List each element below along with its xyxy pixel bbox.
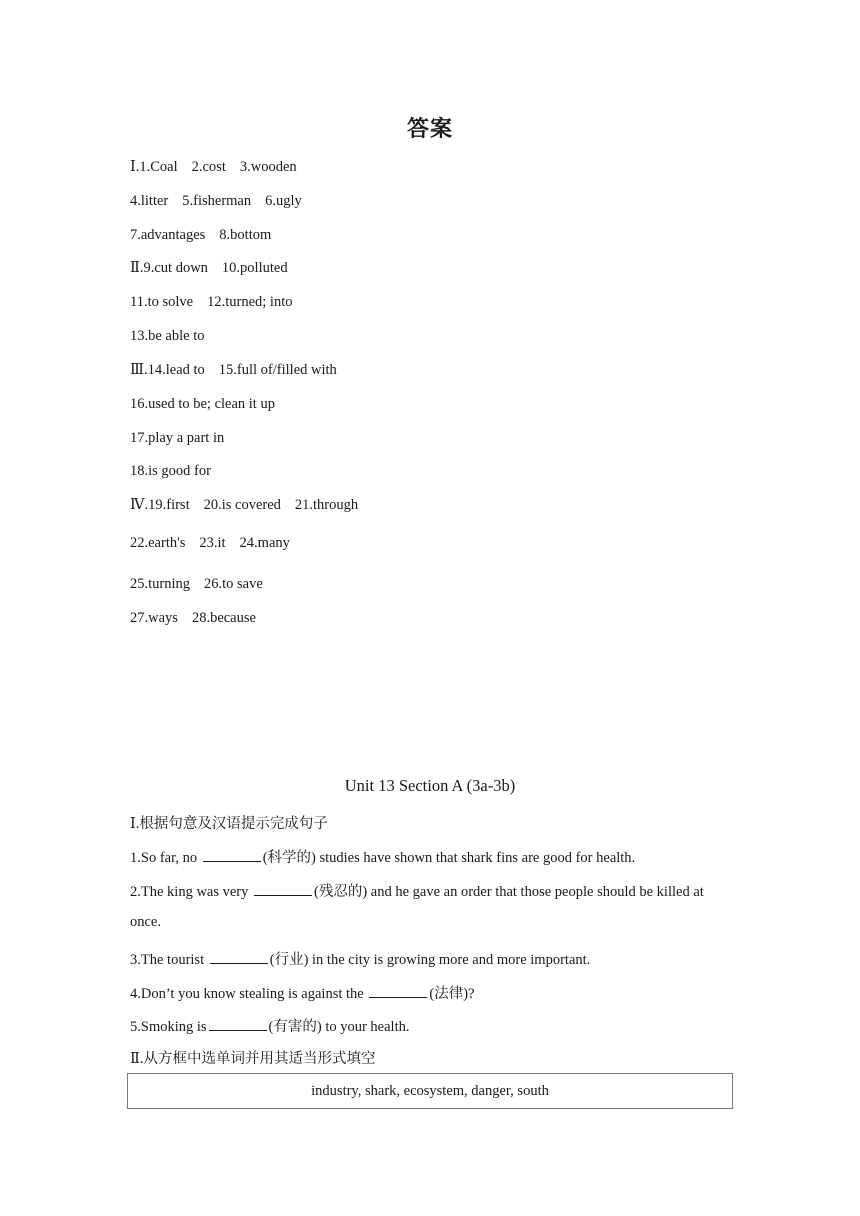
- answer-item: 24.many: [239, 535, 290, 551]
- answer-item: 7.advantages: [130, 227, 206, 243]
- question-2-prefix: 2.The king was very: [130, 884, 253, 900]
- question-3-prefix: 3.The tourist: [130, 952, 208, 968]
- answer-line: [130, 535, 290, 552]
- answers-title: 答案: [406, 117, 453, 142]
- answer-item: Ⅰ.1.Coal: [130, 159, 178, 175]
- answer-line: [130, 610, 256, 627]
- answer-item: 12.turned; into: [207, 294, 293, 310]
- answer-blank-3[interactable]: [210, 951, 268, 964]
- answer-line: [130, 227, 271, 244]
- question-3-suffix: (行业) in the city is growing more and more important.: [269, 952, 591, 968]
- answer-item: 20.is covered: [203, 497, 281, 513]
- answer-line: [130, 294, 293, 311]
- question-1-prefix: 1.So far, no: [130, 850, 201, 866]
- answer-item: 22.earth's: [130, 535, 186, 551]
- word-box-text: industry, shark, ecosystem, danger, south: [311, 1082, 549, 1099]
- answer-item: Ⅳ.19.first: [130, 497, 190, 513]
- question-5: [130, 1015, 410, 1036]
- answer-blank-4[interactable]: [369, 985, 427, 998]
- question-4: [130, 982, 474, 1003]
- question-3: [130, 948, 590, 969]
- part2-heading: Ⅱ.从方框中选单词并用其适当形式填空: [130, 1051, 376, 1067]
- answer-item: 26.to save: [204, 576, 263, 592]
- answer-item: 27.ways: [130, 610, 178, 626]
- answer-item: Ⅲ.14.lead to: [130, 362, 205, 378]
- answer-line: [130, 463, 211, 480]
- answer-line: [130, 576, 263, 593]
- answer-item: Ⅱ.9.cut down: [130, 260, 208, 276]
- answer-blank-5[interactable]: [209, 1018, 267, 1031]
- word-box: [127, 1073, 733, 1109]
- answer-line: [130, 328, 205, 345]
- answer-item: 11.to solve: [130, 294, 194, 310]
- unit-title: Unit 13 Section A (3a-3b): [344, 776, 516, 795]
- question-2-continued: once.: [130, 914, 161, 930]
- question-1-suffix: (科学的) studies have shown that shark fins are good for health.: [262, 850, 636, 866]
- question-5-prefix: 5.Smoking is: [130, 1019, 207, 1035]
- answer-line: [130, 159, 297, 176]
- answer-item: 13.be able to: [130, 328, 205, 344]
- question-5-suffix: (有害的) to your health.: [268, 1019, 410, 1035]
- answer-line: [130, 497, 358, 514]
- answer-line: [130, 396, 275, 413]
- answer-item: 15.full of/filled with: [218, 362, 337, 378]
- answer-item: 16.used to be; clean it up: [130, 396, 275, 412]
- answer-line: [130, 362, 337, 379]
- answer-item: 25.turning: [130, 576, 191, 592]
- answer-line: [130, 430, 224, 447]
- answer-item: 10.polluted: [221, 260, 288, 276]
- answer-item: 18.is good for: [130, 463, 211, 479]
- answer-item: 5.fisherman: [182, 193, 252, 209]
- answer-item: 8.bottom: [219, 227, 272, 243]
- answer-item: 28.because: [191, 610, 256, 626]
- part1-heading: Ⅰ.根据句意及汉语提示完成句子: [130, 816, 328, 832]
- answer-item: 2.cost: [191, 159, 226, 175]
- question-1: [130, 846, 635, 867]
- answer-item: 3.wooden: [239, 159, 297, 175]
- question-4-suffix: (法律)?: [429, 986, 475, 1002]
- answer-item: 23.it: [199, 535, 226, 551]
- answer-item: 4.litter: [130, 193, 169, 209]
- answer-line: [130, 260, 288, 277]
- question-2-suffix: (残忍的) and he gave an order that those people should be killed at: [314, 884, 704, 900]
- answer-line: [130, 193, 302, 210]
- question-2: [130, 880, 704, 901]
- answer-item: 17.play a part in: [130, 430, 225, 446]
- answer-blank-1[interactable]: [203, 849, 261, 862]
- question-4-prefix: 4.Don’t you know stealing is against the: [130, 986, 368, 1002]
- answer-blank-2[interactable]: [254, 883, 312, 896]
- answer-item: 6.ugly: [265, 193, 302, 209]
- answer-item: 21.through: [294, 497, 359, 513]
